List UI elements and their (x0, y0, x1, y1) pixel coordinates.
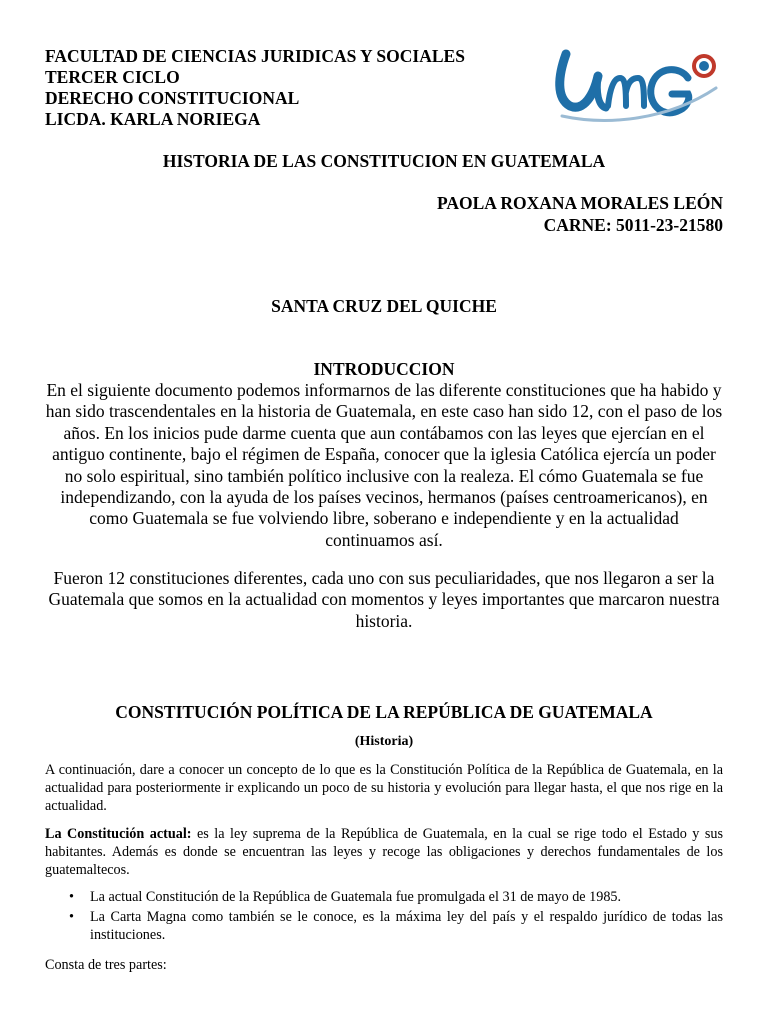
definition-label: La Constitución actual: (45, 826, 192, 842)
section-heading: CONSTITUCIÓN POLÍTICA DE LA REPÚBLICA DE GUATEMALA (115, 702, 653, 722)
list-item (45, 908, 723, 944)
intro-paragraph: En el siguiente documento podemos informarnos de las diferente constituciones que ha habido y han sido trascendentales en la historia de Guatemala, en este caso han sido 12, con el paso de los años. En los inicios pude darme cuenta que aun contábamos con las leyes que ejercían en el antiguo continente, bajo el régimen de España, conocer que la iglesia Católica ejercía un poder no solo espiritual, sino también político inclusive con la realeza. El cómo Guatemala se fue independizando, con la ayuda de los países vecinos, hermanos (países centroamericanos), en como Guatemala se fue volviendo libre, soberano e independiente y en la actualidad continuamos así. (45, 380, 723, 550)
intro-heading: INTRODUCCION (313, 359, 455, 379)
closing-line: Consta de tres partes: (45, 957, 167, 973)
umg-logo (548, 36, 728, 126)
header-line-course: DERECHO CONSTITUCIONAL (45, 88, 300, 108)
section-subheading: (Historia) (354, 734, 414, 749)
umg-logo-graphic (548, 36, 728, 126)
header-line-cycle: TERCER CICLO (45, 67, 180, 87)
document-title: HISTORIA DE LAS CONSTITUCION EN GUATEMALA (162, 151, 606, 171)
header-line-faculty: FACULTAD DE CIENCIAS JURIDICAS Y SOCIALES (45, 46, 465, 66)
list-item-text: La Carta Magna como también se le conoce, es la máxima ley del país y el respaldo jurídico de todas las instituciones. (90, 909, 723, 944)
place-name: SANTA CRUZ DEL QUICHE (271, 296, 497, 316)
intro-paragraph: Fueron 12 constituciones diferentes, cada uno con sus peculiaridades, que nos llegaron a ser la Guatemala que somos en la actualidad con momentos y leyes importantes que marcaron nuestra historia. (48, 568, 720, 631)
bullet-icon: • (69, 909, 74, 926)
author-block (437, 192, 723, 236)
author-carne: CARNE: 5011-23-21580 (543, 215, 723, 235)
bullet-icon: • (69, 889, 74, 905)
faculty-header (45, 46, 465, 130)
header-line-teacher: LICDA. KARLA NORIEGA (45, 109, 261, 129)
list-item-text: La actual Constitución de la República de Guatemala fue promulgada el 31 de mayo de 1985. (90, 889, 622, 905)
definition-text: es la ley suprema de la República de Guatemala, en la cual se rige todo el Estado y sus habitantes. Además es donde se encuentran las leyes y recoge las obligaciones y derechos fundamentales de los guatemaltecos. (45, 826, 723, 879)
body-paragraph: A continuación, dare a conocer un concepto de lo que es la Constitución Política de la República de Guatemala, en la actualidad para posteriormente ir explicando un poco de su historia y evolución para llegar hasta, el que nos rige en la actualidad. (45, 762, 723, 815)
body-paragraph-definition (45, 825, 723, 880)
author-name: PAOLA ROXANA MORALES LEÓN (436, 193, 723, 213)
bullet-list (45, 888, 723, 947)
list-item (45, 888, 723, 906)
